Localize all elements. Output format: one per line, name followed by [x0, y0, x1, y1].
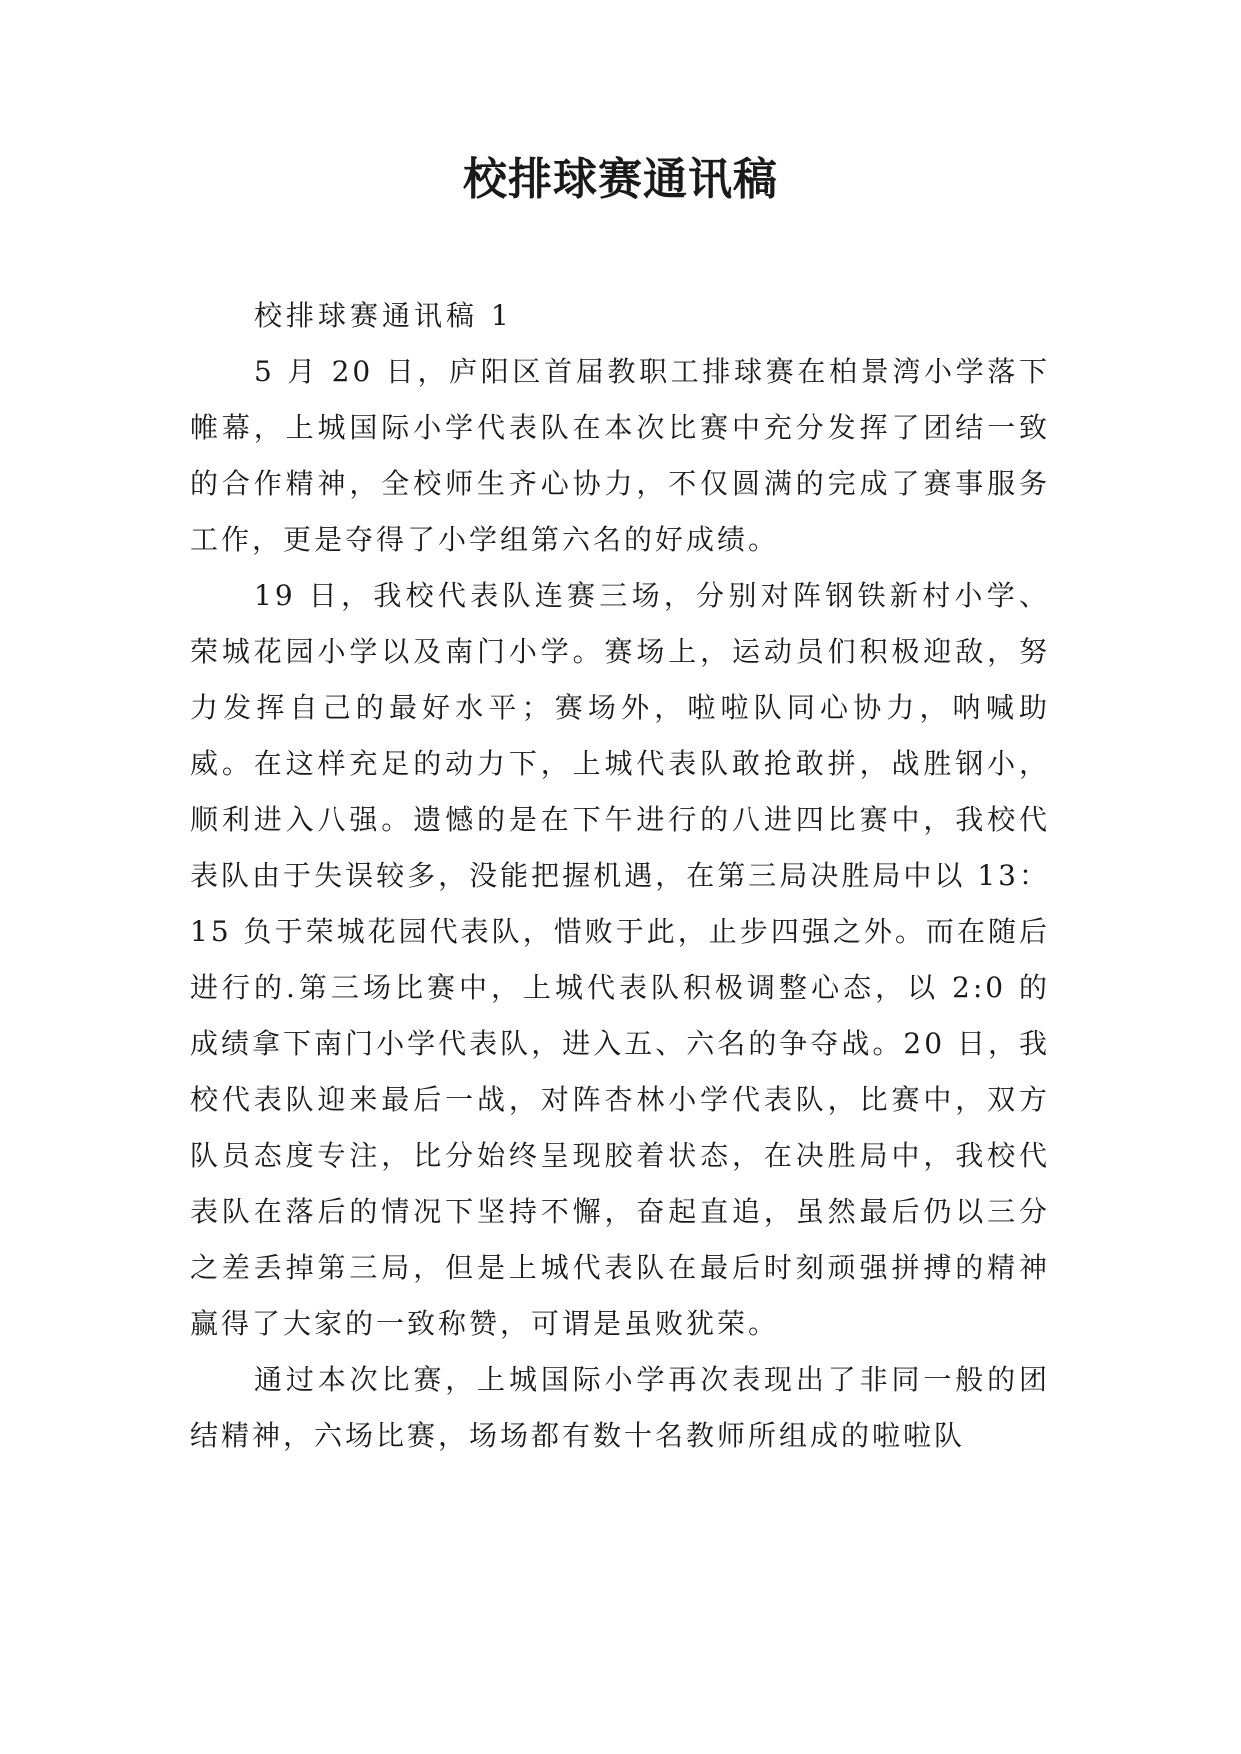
paragraph: 5 月 20 日，庐阳区首届教职工排球赛在柏景湾小学落下帷幕，上城国际小学代表队在本次比赛中充分发挥了团结一致的合作精神，全校师生齐心协力，不仅圆满的完成了赛事服务工作，更是夺得了小学组第六名的好成绩。 [190, 355, 1050, 556]
document-title: 校排球赛通讯稿 [463, 154, 778, 205]
section-subtitle: 校排球赛通讯稿 1 [254, 299, 513, 332]
document-body [190, 288, 1050, 1464]
paragraph: 通过本次比赛，上城国际小学再次表现出了非同一般的团结精神，六场比赛，场场都有数十名教师所组成的啦啦队 [190, 1363, 1050, 1452]
paragraph: 19 日，我校代表队连赛三场，分别对阵钢铁新村小学、荣城花园小学以及南门小学。赛场上，运动员们积极迎敌，努力发挥自己的最好水平；赛场外，啦啦队同心协力，呐喊助威。在这样充足的动力下，上城代表队敢抢敢拼，战胜钢小，顺利进入八强。遗憾的是在下午进行的八进四比赛中，我校代表队由于失误较多，没能把握机遇，在第三局决胜局中以 13：15 负于荣城花园代表队，惜败于此，止步四强之外。而在随后进行的.第三场比赛中，上城代表队积极调整心态，以 2:0 的成绩拿下南门小学代表队，进入五、六名的争夺战。20 日，我校代表队迎来最后一战，对阵杏林小学代表队，比赛中，双方队员态度专注，比分始终呈现胶着状态，在决胜局中，我校代表队在落后的情况下坚持不懈，奋起直追，虽然最后仍以三分之差丢掉第三局，但是上城代表队在最后时刻顽强拼搏的精神赢得了大家的一致称赞，可谓是虽败犹荣。 [190, 579, 1050, 1340]
